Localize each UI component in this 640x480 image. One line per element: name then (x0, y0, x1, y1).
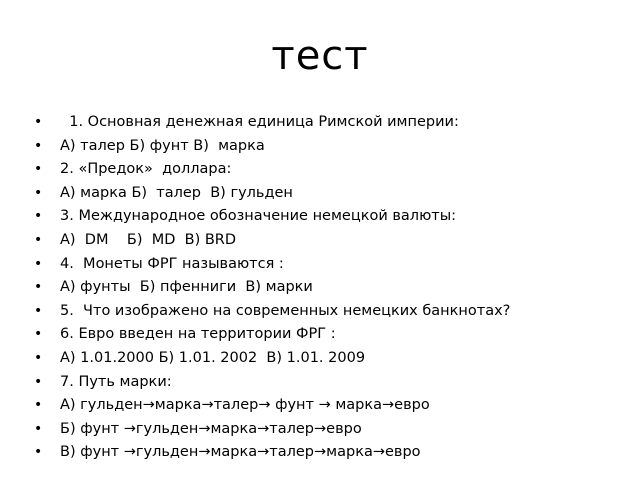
list-item (32, 229, 622, 253)
list-item-text: В) фунт →гульден→марка→талер→марка→евро (60, 444, 421, 461)
list-item (32, 135, 622, 159)
bullet-icon: • (34, 137, 43, 154)
list-item (32, 205, 622, 229)
list-item (32, 323, 622, 347)
list-item-text: А) 1.01.2000 Б) 1.01. 2002 В) 1.01. 2009 (60, 349, 366, 366)
list-item-text: А) гульден→марка→талер→ фунт → марка→евро (60, 397, 430, 414)
list-item-text: А) талер Б) фунт В) марка (60, 137, 265, 154)
list-item-text: 3. Международное обозначение немецкой валюты: (60, 208, 457, 225)
bullet-icon: • (34, 444, 43, 461)
list-item-text: 2. «Предок» доллара: (60, 161, 232, 178)
list-item (32, 276, 622, 300)
list-item-text: Б) фунт →гульден→марка→талер→евро (60, 420, 362, 437)
bullet-icon: • (34, 255, 43, 272)
list-item-text: 1. Основная денежная единица Римской империи: (60, 114, 459, 130)
list-item (32, 441, 622, 465)
list-item (32, 347, 622, 371)
list-item (32, 300, 622, 324)
bullet-icon: • (34, 208, 43, 225)
list-item-text: 7. Путь марки: (60, 373, 172, 390)
bullet-icon: • (34, 161, 43, 178)
bullet-icon: • (34, 114, 43, 130)
list-item (32, 111, 622, 135)
list-item (32, 182, 622, 206)
bullet-icon: • (34, 302, 43, 319)
bullet-icon: • (34, 420, 43, 437)
list-item (32, 418, 622, 442)
list-item-text: 5. Что изображено на современных немецких банкнотах? (60, 302, 511, 319)
bullet-icon: • (34, 279, 43, 296)
list-item (32, 394, 622, 418)
bullet-icon: • (34, 231, 43, 248)
bullet-icon: • (34, 326, 43, 343)
question-list (32, 111, 622, 465)
list-item-text: А) DM Б) MD В) BRD (60, 231, 237, 248)
bullet-icon: • (34, 373, 43, 390)
list-item (32, 158, 622, 182)
list-item-text: 6. Евро введен на территории ФРГ : (60, 326, 336, 343)
list-item (32, 253, 622, 277)
bullet-icon: • (34, 397, 43, 414)
list-item (32, 371, 622, 395)
bullet-icon: • (34, 184, 43, 201)
list-item-text: А) марка Б) талер В) гульден (60, 184, 293, 201)
bullet-icon: • (34, 349, 43, 366)
list-item-text: 4. Монеты ФРГ называются : (60, 255, 284, 272)
list-item-text: А) фунты Б) пфенниги В) марки (60, 279, 313, 296)
slide-title: тест (271, 33, 369, 79)
